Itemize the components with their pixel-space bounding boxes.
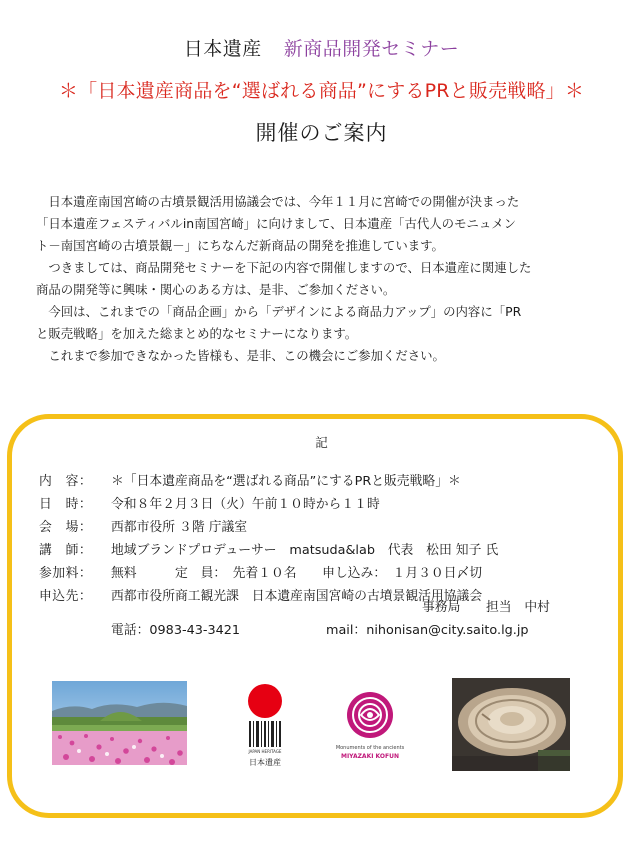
japan-heritage-logo	[236, 679, 294, 771]
cosmos-field-photo	[52, 681, 187, 765]
jh-name-text: 日本遺産	[249, 758, 281, 767]
header-line1	[0, 34, 643, 61]
jh-small-text: JAPAN HERITAGE	[248, 749, 282, 754]
miyazaki-kofun-logo	[330, 689, 410, 767]
seminar-title: ＊「日本遺産商品を“選ばれる商品”にするPRと販売戦略」＊	[58, 80, 585, 102]
myz-line1: Monuments of the ancients	[335, 745, 405, 751]
page-title: 開催のご案内	[255, 121, 388, 145]
event-details	[39, 470, 498, 608]
detail-label: 講 師：	[39, 543, 93, 558]
office-contact-person: 事務局 担当 中村	[422, 600, 550, 615]
intro-line: 日本遺産南国宮崎の古墳景観活用協議会では、今年１１月に宮崎での開催が決まった	[36, 194, 520, 209]
intro-text	[36, 191, 616, 367]
detail-label: 会 場：	[39, 520, 93, 535]
email-address[interactable]: mail：nihonisan@city.saito.lg.jp	[326, 623, 529, 638]
detail-row-content	[39, 470, 498, 493]
intro-line: 商品の開発等に興味・関心のある方は、是非、ご参加ください。	[36, 282, 396, 297]
detail-label: 日 時：	[39, 497, 93, 512]
myz-line2: MIYAZAKI KOFUN	[340, 753, 400, 760]
detail-value: 地域ブランドプロデューサー matsuda&lab 代表 松田 知子 氏	[111, 543, 499, 558]
detail-value: 西都市役所 ３階 庁議室	[111, 520, 248, 535]
line1-accent: 新商品開発セミナー	[283, 38, 460, 60]
detail-label: 申込先：	[39, 589, 93, 604]
detail-row-datetime	[39, 493, 498, 516]
detail-row-venue	[39, 516, 498, 539]
detail-value: 無料 定 員： 先着１０名 申し込み： １月３０日〆切	[111, 566, 483, 581]
notice-heading: 記	[315, 435, 328, 450]
intro-line: と販売戦略」を加えた総まとめ的なセミナーになります。	[36, 326, 358, 341]
intro-line: これまで参加できなかった皆様も、是非、この機会にご参加ください。	[36, 348, 445, 363]
detail-value: ＊「日本遺産商品を“選ばれる商品”にするPRと販売戦略」＊	[111, 474, 461, 489]
detail-row-fee	[39, 562, 498, 585]
detail-value: 西都市役所商工観光課 日本遺産南国宮崎の古墳景観活用協議会	[111, 589, 483, 604]
kofun-model-photo	[452, 678, 570, 771]
detail-label: 参加料：	[39, 566, 93, 581]
intro-line: 「日本遺産フェスティバルin南国宮崎」に向けまして、日本遺産「古代人のモニュメン	[36, 216, 517, 231]
intro-line: つきましては、商品開発セミナーを下記の内容で開催しますので、日本遺産に関連した	[36, 260, 532, 275]
phone-number: 電話：0983-43-3421	[111, 623, 241, 638]
detail-value: 令和８年２月３日（火）午前１０時から１１時	[111, 497, 380, 512]
intro-line: 今回は、これまでの「商品企画」から「デザインによる商品力アップ」の内容に「PR	[36, 304, 522, 319]
detail-row-lecturer	[39, 539, 498, 562]
detail-label: 内 容：	[39, 474, 93, 489]
intro-line: ト－南国宮崎の古墳景観－」にちなんだ新商品の開発を推進しています。	[36, 238, 444, 253]
line1-main: 日本遺産	[183, 38, 262, 60]
